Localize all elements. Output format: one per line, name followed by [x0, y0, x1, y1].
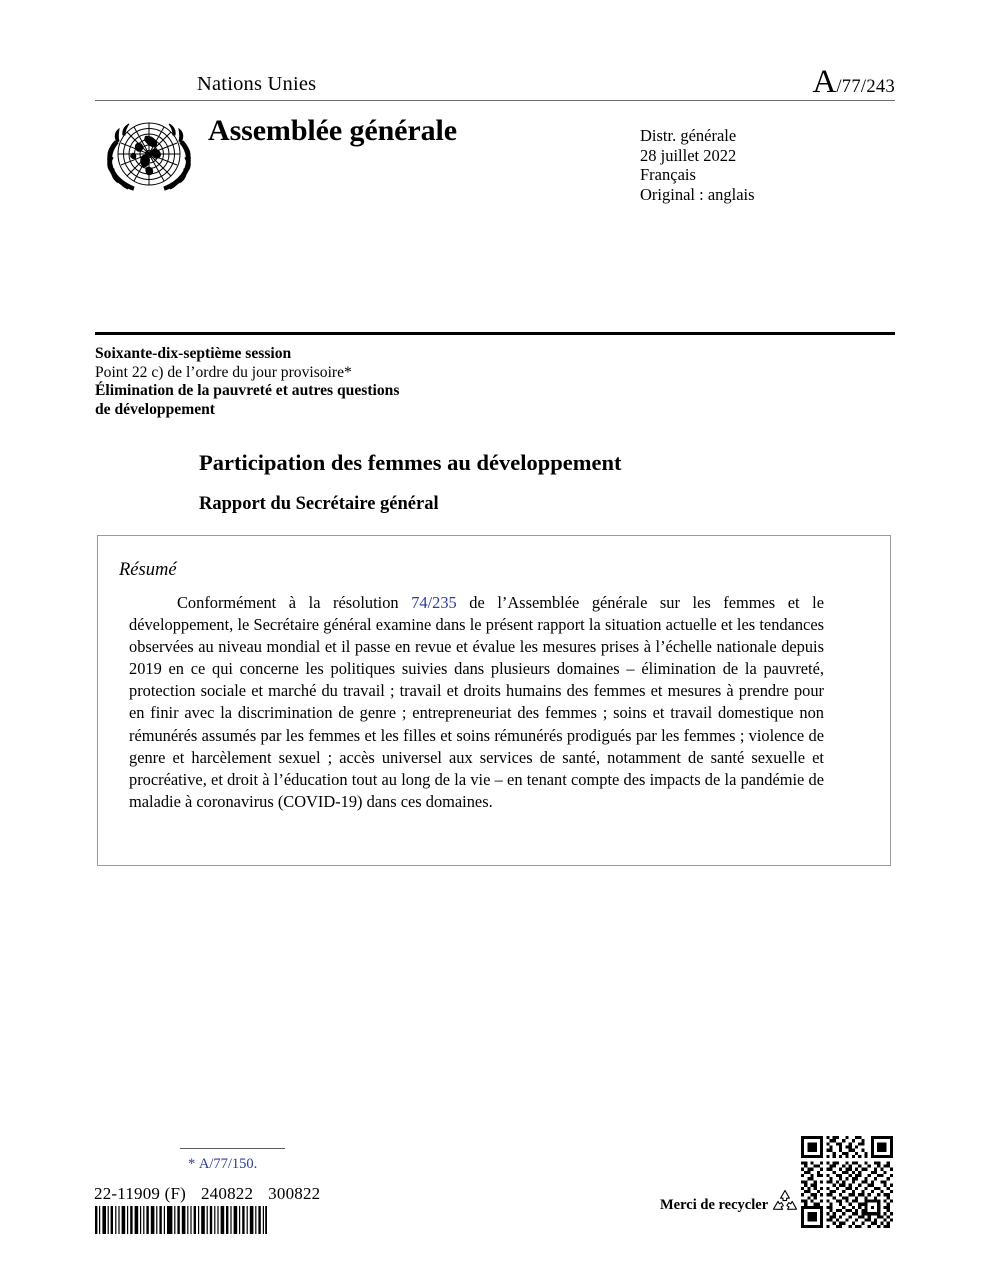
document-symbol-letter: A — [812, 64, 837, 100]
barcode-icon — [95, 1206, 267, 1234]
summary-box — [97, 535, 891, 866]
job-number-code: 22-11909 (F) — [94, 1184, 186, 1203]
session-divider — [95, 332, 895, 335]
session-block — [95, 345, 399, 419]
summary-text-before-link: Conformément à la résolution — [177, 593, 412, 612]
job-number — [94, 1184, 320, 1204]
job-date-code-2: 300822 — [268, 1184, 321, 1203]
recycle-label: Merci de recycler — [660, 1197, 769, 1213]
masthead-divider — [95, 100, 895, 101]
footnote — [188, 1156, 257, 1173]
summary-heading: Résumé — [119, 560, 177, 580]
footnote-marker: * — [188, 1156, 196, 1172]
distribution-date: 28 juillet 2022 — [640, 145, 737, 165]
agenda-item-line: Point 22 c) de l’ordre du jour provisoire* — [95, 363, 352, 381]
session-line: Soixante-dix-septième session — [95, 345, 292, 362]
footnote-link[interactable]: A/77/150. — [198, 1156, 258, 1172]
job-date-code-1: 240822 — [200, 1184, 254, 1203]
summary-text-after-link: de l’Assemblée générale sur les femmes et le développement, le Secrétaire général examine dans le présent rapport la situation actuelle et les tendances observées au niveau mondial et il passe en revue et évalue les mesures prises à l’échelle nationale depuis 2019 en ce qui concerne les politiques suivies dans plusieurs domaines – élimination de la pauvreté, protection sociale et marché du travail ; travail et droits humains des femmes et mesures à prendre pour en finir avec la discrimination de genre ; entrepreneuriat des femmes ; soins et travail domestique non rémunérés assumés par les femmes et les filles et soins rémunérés prodigués par les femmes ; violence de genre et harcèlement sexuel ; accès universel aux services de santé, notamment de santé sexuelle et procréative, et droit à l’éducation tout au long de la vie – en tenant compte des impacts de la pandémie de maladie à coronavirus (COVID-19) dans ces domaines. — [129, 593, 824, 811]
document-symbol — [813, 66, 895, 99]
recycling-symbol-icon — [770, 1187, 800, 1215]
document-symbol-number: /77/243 — [836, 77, 895, 97]
qr-code-icon — [801, 1136, 893, 1228]
organization-name: Nations Unies — [197, 73, 317, 95]
agenda-title-line-2: de développement — [95, 400, 215, 418]
distribution-type: Distr. générale — [640, 126, 737, 145]
page-title: Participation des femmes au développement — [199, 450, 622, 475]
un-emblem-icon — [101, 111, 197, 195]
distribution-block — [640, 126, 755, 204]
footnote-divider — [180, 1148, 285, 1149]
resolution-link[interactable]: 74/235 — [411, 593, 457, 612]
distribution-language: Français — [640, 165, 696, 185]
assembly-name: Assemblée générale — [208, 114, 457, 147]
distribution-original: Original : anglais — [640, 184, 755, 204]
agenda-title-line-1: Élimination de la pauvreté et autres questions — [95, 382, 400, 400]
summary-paragraph — [129, 592, 824, 813]
page-subtitle: Rapport du Secrétaire général — [199, 494, 439, 514]
